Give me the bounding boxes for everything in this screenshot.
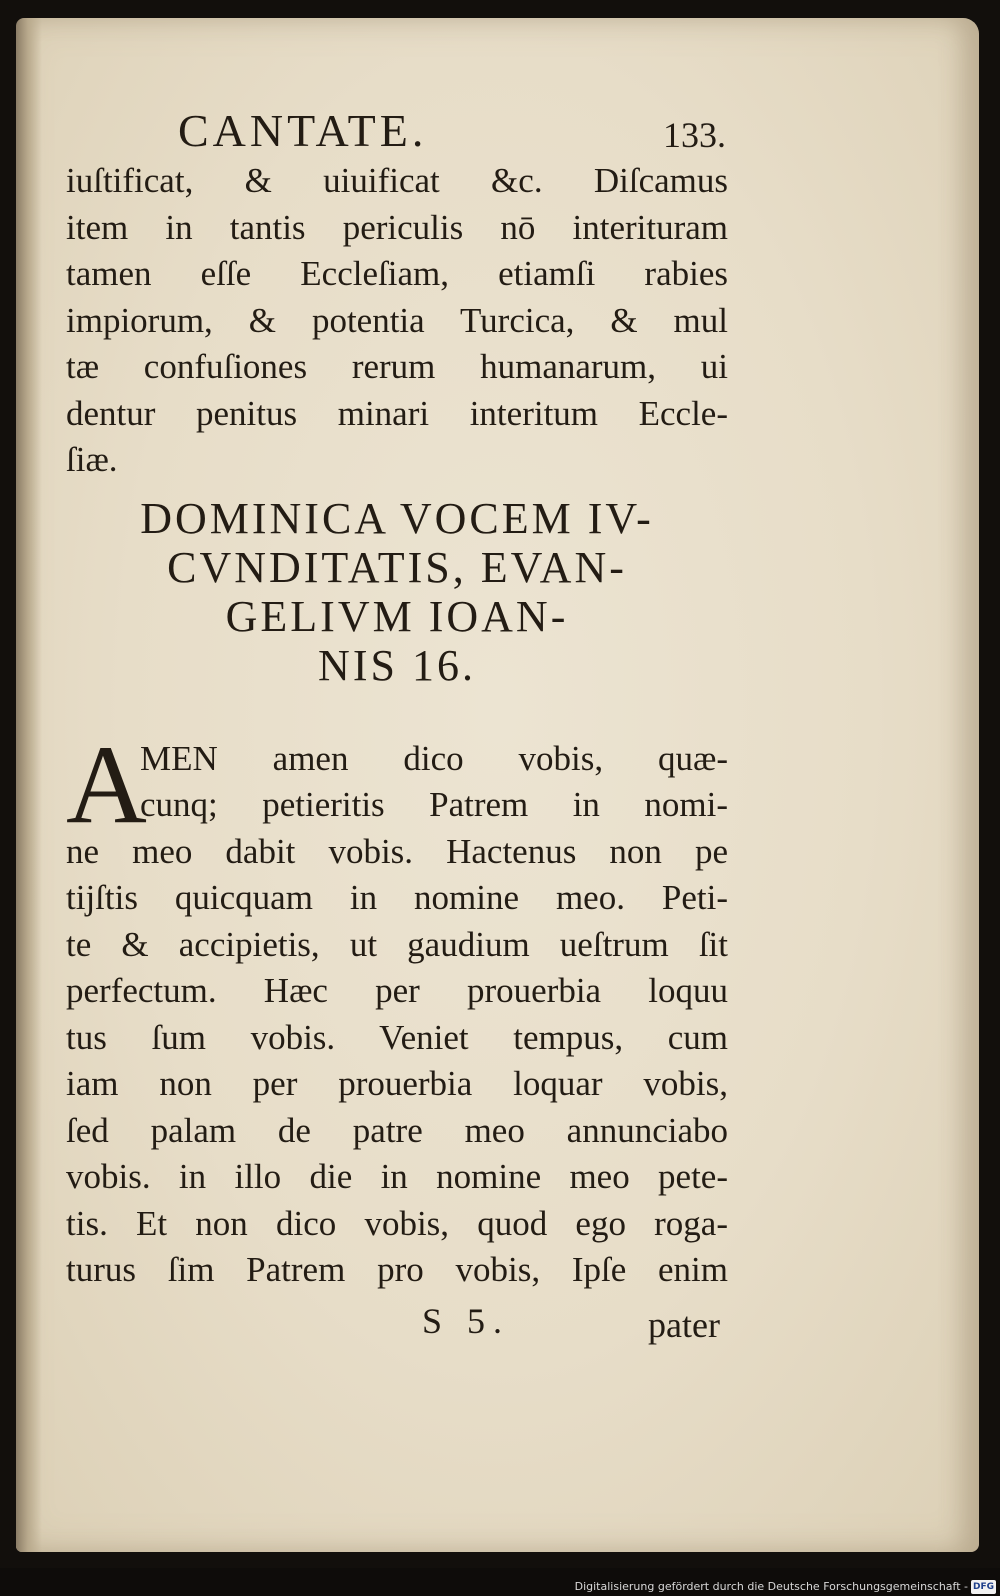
paragraph-1 — [66, 158, 728, 484]
text-line: tus ſum vobis. Veniet tempus, cum — [66, 1017, 728, 1057]
text-line: ſed palam de patre meo annunciabo — [66, 1110, 728, 1150]
text-line: item in tantis periculis nō interituram — [66, 207, 728, 247]
text-line: impiorum, & potentia Turcica, & mul — [66, 300, 728, 340]
running-head-title: CANTATE. — [178, 105, 428, 156]
text-line: tis. Et non dico vobis, quod ego roga- — [66, 1203, 728, 1243]
heading-line: GELIVM IOAN- — [225, 591, 569, 641]
heading-line: CVNDITATIS, EVAN- — [167, 542, 627, 592]
page-footer — [66, 1296, 728, 1356]
text-line: tijſtis quicquam in nomine meo. Peti- — [66, 878, 728, 917]
text-line: perfectum. Hæc per prouerbia loquu — [66, 971, 728, 1010]
heading-line: DOMINICA VOCEM IV- — [140, 493, 654, 543]
text-line: cunq; petieritis Patrem in nomi- — [140, 785, 728, 824]
text-line: MEN amen dico vobis, quæ- — [140, 738, 728, 778]
text-line: iuſtificat, & uiuificat &c. Diſcamus — [66, 161, 728, 200]
page-number: 133. — [663, 115, 726, 155]
signature-mark: S 5. — [422, 1300, 511, 1341]
text-line: ſiæ. — [66, 440, 118, 479]
page-text — [66, 96, 728, 1356]
text-line: tamen eſſe Eccleſiam, etiamſi rabies — [66, 254, 728, 293]
running-head — [66, 96, 728, 158]
text-line: iam non per prouerbia loquar vobis, — [66, 1064, 728, 1103]
gospel-text — [66, 722, 728, 1294]
heading-line: NIS 16. — [318, 640, 476, 690]
text-line: vobis. in illo die in nomine meo pete- — [66, 1157, 728, 1196]
text-line: turus ſim Patrem pro vobis, Ipſe enim — [66, 1250, 728, 1289]
catchword: pater — [648, 1304, 720, 1345]
text-line: dentur penitus minari interitum Eccle- — [66, 393, 728, 433]
text-line: te & accipietis, ut gaudium ueſtrum ſit — [66, 924, 728, 964]
text-line: ne meo dabit vobis. Hactenus non pe — [66, 831, 728, 871]
drop-capital-initial: A — [66, 722, 147, 847]
dfg-logo: DFG — [972, 1582, 994, 1592]
page-gutter — [16, 18, 42, 1552]
text-line: tæ confuſiones rerum humanarum, ui — [66, 347, 728, 386]
section-heading — [66, 494, 728, 690]
digitization-credit: Digitalisierung gefördert durch die Deutsche Forschungsgemeinschaft - — [574, 1580, 968, 1593]
